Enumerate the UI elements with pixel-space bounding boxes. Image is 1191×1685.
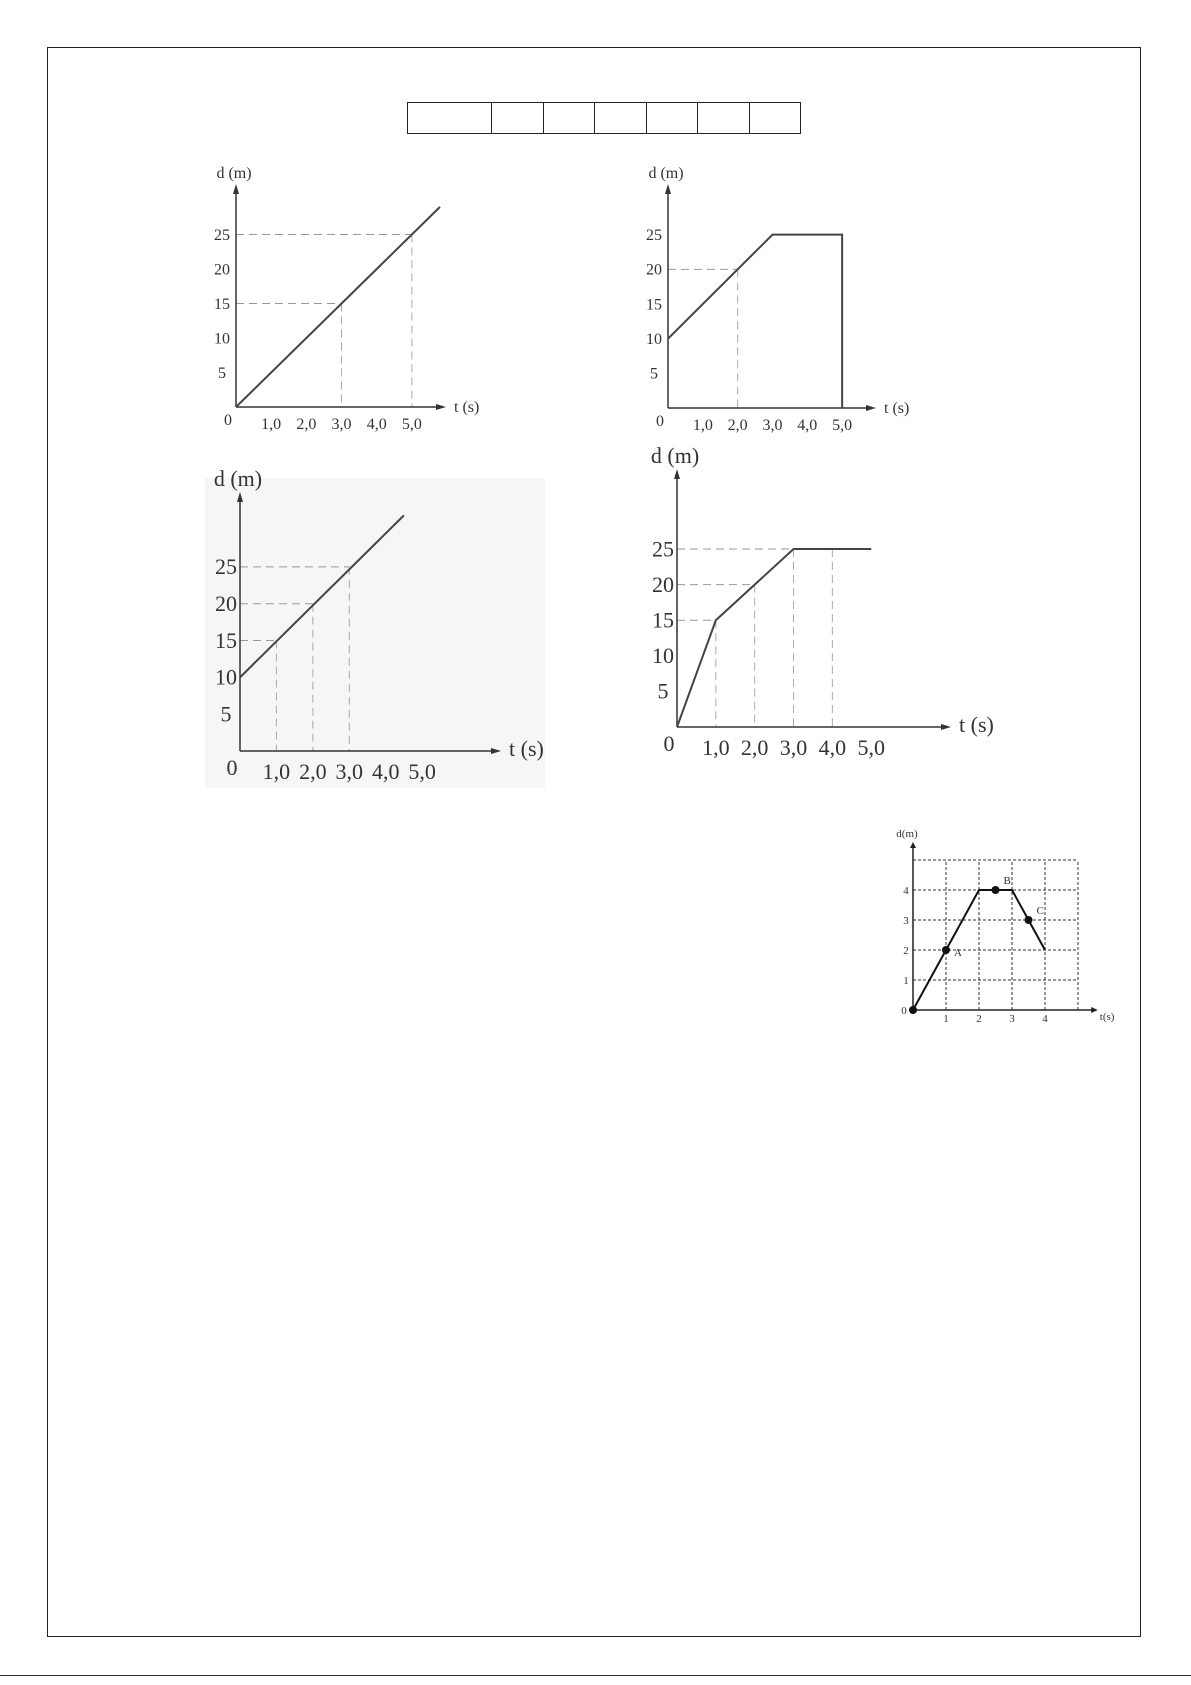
x-tick-label: 4 [1042, 1013, 1048, 1025]
y-axis-label: d (m) [213, 466, 263, 491]
graph-background [205, 478, 545, 788]
x-tick-label: 5,0 [401, 416, 422, 433]
score-cell[interactable] [749, 103, 801, 134]
x-tick-label: 2,0 [299, 759, 327, 784]
score-table [407, 102, 801, 134]
y-tick-label: 15 [215, 627, 237, 653]
x-tick-label: 4,0 [797, 417, 818, 434]
x-tick-label: 3,0 [762, 417, 783, 434]
graph-c [205, 466, 545, 788]
x-tick-label: 2,0 [740, 735, 769, 760]
x-tick-label: 1,0 [692, 417, 713, 434]
series-line [677, 549, 871, 727]
y-tick-label: 2 [903, 945, 909, 957]
y-tick-label: 10 [646, 331, 662, 348]
y-tick-label: 20 [652, 571, 674, 597]
origin-label: 0 [656, 413, 664, 430]
score-cell[interactable] [543, 103, 595, 134]
x-axis-arrow [866, 405, 876, 411]
x-tick-label: 4,0 [818, 735, 847, 760]
y-tick-label: 5 [220, 701, 232, 727]
x-axis-label: t (s) [509, 736, 544, 761]
x-axis-arrow [436, 404, 446, 410]
x-tick-label: 3,0 [779, 735, 808, 760]
x-tick-label: 1 [943, 1013, 949, 1025]
y-tick-label: 5 [650, 365, 658, 383]
y-tick-label: 10 [215, 664, 237, 690]
y-tick-label: 15 [652, 607, 674, 633]
x-tick-label: 3,0 [331, 416, 352, 433]
graph-e [895, 830, 1135, 1040]
x-tick-label: 1,0 [261, 416, 282, 433]
x-tick-label: 4,0 [371, 759, 400, 784]
x-axis-arrow [1091, 1007, 1098, 1013]
y-tick-label: 25 [214, 226, 230, 244]
x-tick-label: 2,0 [296, 416, 317, 433]
y-tick-label: 5 [657, 678, 669, 704]
y-tick-label: 1 [903, 975, 909, 987]
origin-label: 0 [224, 412, 232, 429]
series-line [668, 235, 842, 408]
x-tick-label: 1,0 [702, 735, 730, 760]
y-tick-label: 3 [903, 915, 909, 927]
y-tick-label: 4 [903, 885, 909, 897]
score-cell[interactable] [646, 103, 698, 134]
y-tick-label: 20 [214, 261, 230, 279]
x-tick-label: 5,0 [408, 759, 436, 784]
point-label: A [954, 947, 962, 959]
x-axis-label: t (s) [884, 400, 910, 417]
graph-d [650, 443, 995, 775]
y-axis-arrow [674, 469, 680, 479]
score-cell[interactable] [492, 103, 544, 134]
y-tick-label: 25 [646, 227, 662, 244]
y-tick-label: 15 [214, 295, 230, 313]
origin-label: 0 [663, 731, 675, 756]
y-tick-label: 25 [652, 536, 674, 562]
y-axis-arrow [665, 184, 671, 194]
y-axis-label: d (m) [216, 165, 252, 182]
x-tick-label: 5,0 [832, 417, 853, 434]
y-tick-label: 25 [215, 554, 237, 580]
data-point [1025, 916, 1033, 924]
x-axis-label: t (s) [959, 712, 994, 737]
y-axis-arrow [910, 842, 916, 848]
x-tick-label: 2 [976, 1013, 982, 1025]
y-axis-label: d(m) [896, 828, 918, 840]
score-cell[interactable] [408, 103, 492, 134]
x-axis-label: t(s) [1099, 1011, 1115, 1023]
x-axis-arrow [941, 724, 951, 730]
x-tick-label: 3 [1009, 1013, 1015, 1025]
x-tick-label: 3,0 [335, 759, 364, 784]
data-point [909, 1006, 917, 1014]
x-tick-label: 5,0 [857, 735, 885, 760]
y-tick-label: 15 [646, 296, 662, 314]
y-axis-label: d (m) [648, 165, 684, 182]
y-tick-label: 20 [646, 261, 662, 279]
origin-label: 0 [226, 755, 238, 780]
x-tick-label: 2,0 [727, 417, 748, 434]
bottom-border [0, 1675, 1191, 1676]
origin-label: 0 [901, 1005, 907, 1017]
score-cell[interactable] [595, 103, 647, 134]
y-tick-label: 20 [215, 591, 237, 617]
score-cell[interactable] [698, 103, 750, 134]
y-axis-arrow [233, 184, 239, 194]
y-tick-label: 5 [218, 364, 226, 382]
graph-b [630, 165, 920, 434]
graph-a [200, 165, 490, 433]
y-axis-label: d (m) [650, 443, 700, 468]
series-line [236, 207, 440, 407]
x-tick-label: 4,0 [366, 416, 387, 433]
data-point [942, 946, 950, 954]
y-tick-label: 10 [652, 643, 674, 669]
data-point [992, 886, 1000, 894]
x-tick-label: 1,0 [262, 759, 291, 784]
point-label: C [1036, 905, 1044, 917]
y-tick-label: 10 [214, 330, 230, 348]
point-label: B [1003, 875, 1011, 887]
x-axis-label: t (s) [454, 399, 480, 416]
